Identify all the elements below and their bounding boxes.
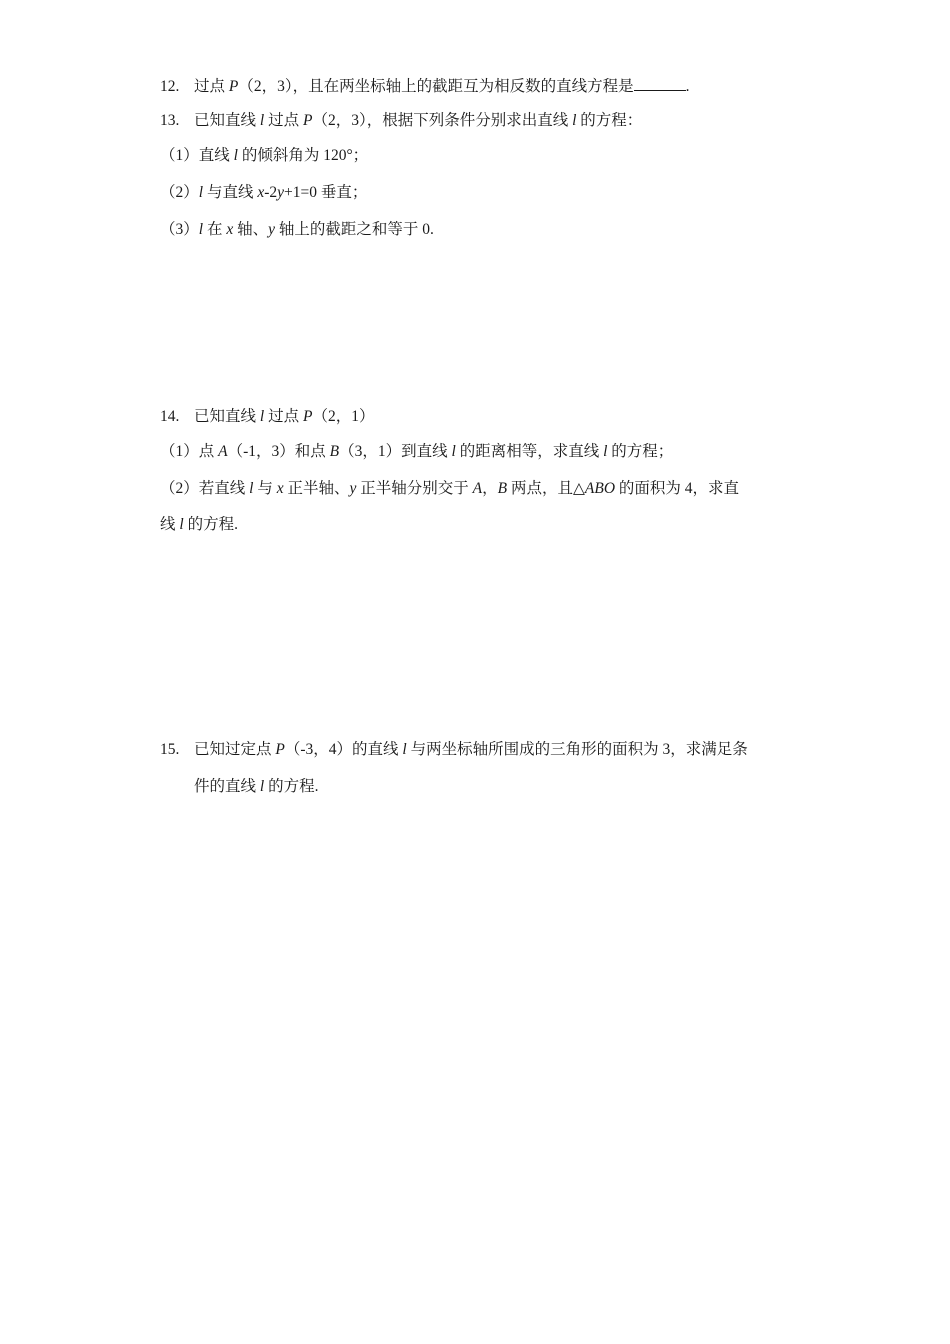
question-text: 已知直线 l 过点 P（2，3），根据下列条件分别求出直线 l 的方程： [194, 112, 643, 129]
question-number: 15. [160, 741, 180, 758]
part-text: （2）若直线 l 与 x 正半轴、y 正半轴分别交于 A，B 两点，且△ABO 的面积为 4，求直 [160, 480, 740, 497]
question-text: 过点 P（2，3），且在两坐标轴上的截距互为相反数的直线方程是 . [194, 78, 690, 95]
part-text: 线 l 的方程. [160, 516, 238, 533]
part-text: （1）点 A（-1，3）和点 B（3，1）到直线 l 的距离相等，求直线 l 的方程； [160, 443, 674, 460]
question-text: 已知直线 l 过点 P（2，1） [194, 408, 375, 425]
answer-blank[interactable] [634, 76, 686, 91]
question-text: 已知过定点 P（-3，4）的直线 l 与两坐标轴所围成的三角形的面积为 3，求满足条 [194, 741, 748, 758]
part-text: （3）l 在 x 轴、y 轴上的截距之和等于 0. [160, 221, 434, 238]
question-number: 13. [160, 112, 180, 129]
part-text: （2）l 与直线 x-2y+1=0 垂直； [160, 184, 368, 201]
question-number: 12. [160, 78, 180, 95]
part-text: （1）直线 l 的倾斜角为 120°； [160, 147, 369, 164]
question-text: 件的直线 l 的方程. [194, 778, 319, 795]
question-number: 14. [160, 408, 180, 425]
